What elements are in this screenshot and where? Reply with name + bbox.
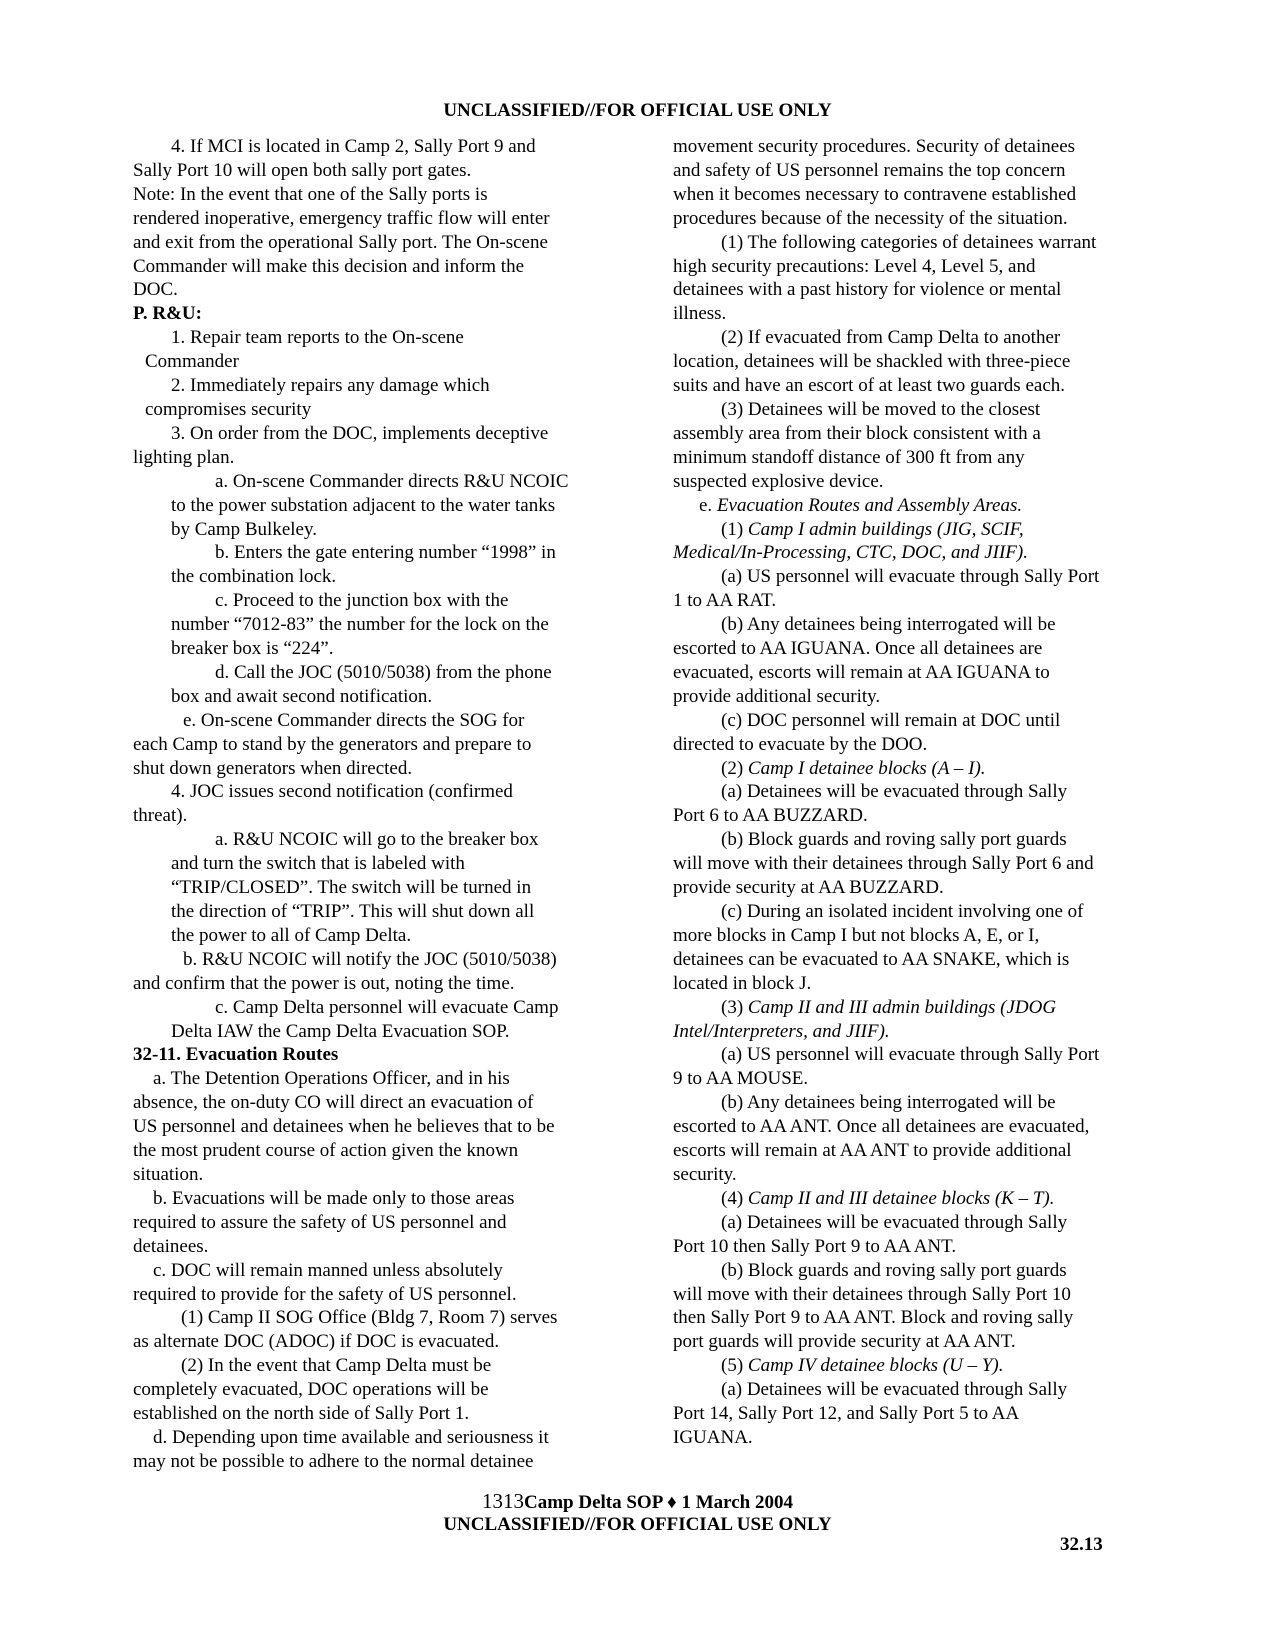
text-line: c. Camp Delta personnel will evacuate Camp	[215, 996, 559, 1018]
text-line	[673, 996, 1151, 1020]
text-line: Note: In the event that one of the Sally ports is	[133, 183, 488, 205]
text-line: high security precautions: Level 4, Level 5, and	[673, 255, 1036, 277]
text-line: number “7012-83” the number for the lock on the	[171, 614, 549, 636]
text-line: port guards will provide security at AA ANT.	[673, 1331, 1016, 1353]
list-marker: (5)	[721, 1355, 748, 1377]
text-line: Sally Port 10 will open both sally port gates.	[133, 159, 472, 181]
text-line: (a) US personnel will evacuate through Sally Port	[721, 566, 1100, 588]
subheading: Camp II and III admin buildings (JDOG	[747, 996, 1057, 1018]
text-line: Delta IAW the Camp Delta Evacuation SOP.	[171, 1020, 510, 1042]
text-line: detainees with a past history for violence or mental	[673, 279, 1062, 301]
text-line: movement security procedures. Security of detainees	[673, 136, 1076, 157]
text-line: to the power substation adjacent to the water tanks	[171, 494, 556, 516]
text-line: the most prudent course of action given the known	[133, 1140, 519, 1162]
text-line: escorts will remain at AA ANT to provide additional	[673, 1140, 1072, 1162]
text-line: procedures because of the necessity of the situation.	[673, 207, 1068, 229]
text-line: illness.	[673, 303, 727, 325]
text-line: (1) The following categories of detainees warrant	[721, 231, 1097, 253]
subheading: Camp I detainee blocks (A – I).	[747, 757, 986, 779]
subheading: Intel/Interpreters, and JIIF).	[673, 1020, 890, 1042]
diamond-icon: ♦	[667, 1492, 677, 1513]
page-number-prefix: 1313	[481, 1489, 524, 1513]
text-line: and turn the switch that is labeled with	[171, 853, 465, 875]
text-line: 4. JOC issues second notification (confirmed	[171, 781, 513, 803]
text-line: (b) Any detainees being interrogated will be	[721, 614, 1056, 636]
text-line: a. The Detention Operations Officer, and in his	[153, 1068, 510, 1090]
text-line: required to assure the safety of US personnel and	[133, 1211, 507, 1233]
text-line: directed to evacuate by the DOO.	[673, 733, 928, 755]
text-line: required to provide for the safety of US personnel.	[133, 1283, 517, 1305]
text-line: Port 6 to AA BUZZARD.	[673, 805, 868, 827]
text-line: (2) If evacuated from Camp Delta to another	[721, 327, 1061, 349]
text-line: escorted to AA IGUANA. Once all detainees are	[673, 638, 1043, 660]
right-column	[673, 135, 1151, 1450]
text-line: situation.	[133, 1163, 204, 1185]
text-line: will move with their detainees through Sally Port 6 and	[673, 853, 1094, 875]
list-marker: (2)	[721, 757, 748, 779]
text-line: then Sally Port 9 to AA ANT. Block and roving sally	[673, 1307, 1074, 1329]
text-line: located in block J.	[673, 972, 812, 994]
text-line: (a) Detainees will be evacuated through Sally	[721, 1211, 1068, 1233]
text-line: c. DOC will remain manned unless absolutely	[153, 1259, 503, 1281]
text-line: d. Call the JOC (5010/5038) from the phone	[215, 661, 552, 683]
text-line: suspected explosive device.	[673, 470, 884, 492]
text-line: Port 10 then Sally Port 9 to AA ANT.	[673, 1235, 957, 1257]
text-line	[673, 518, 1151, 542]
text-line: (2) In the event that Camp Delta must be	[181, 1355, 492, 1377]
text-line: completely evacuated, DOC operations will be	[133, 1379, 489, 1401]
text-line: box and await second notification.	[171, 685, 433, 707]
footer-title-line	[0, 1489, 1275, 1515]
text-line: by Camp Bulkeley.	[171, 518, 317, 540]
text-line: compromises security	[145, 398, 312, 420]
text-line: detainees can be evacuated to AA SNAKE, which is	[673, 948, 1070, 970]
text-line: escorted to AA ANT. Once all detainees are evacuated,	[673, 1116, 1090, 1138]
text-line: 2. Immediately repairs any damage which	[171, 375, 490, 397]
text-line: detainees.	[133, 1235, 209, 1257]
text-line: lighting plan.	[133, 446, 235, 468]
text-line: Commander will make this decision and inform the	[133, 255, 525, 277]
text-line: IGUANA.	[673, 1426, 753, 1448]
text-line: and exit from the operational Sally port. The On-scene	[133, 231, 548, 253]
text-line: 3. On order from the DOC, implements deceptive	[171, 422, 549, 444]
subheading: Medical/In-Processing, CTC, DOC, and JIIF).	[673, 542, 1028, 564]
text-line: and safety of US personnel remains the top concern	[673, 159, 1066, 181]
text-line: and confirm that the power is out, noting the time.	[133, 972, 515, 994]
left-column	[133, 135, 613, 1474]
text-line: suits and have an escort of at least two guards each.	[673, 375, 1066, 397]
text-line: each Camp to stand by the generators and prepare to	[133, 733, 532, 755]
text-line: will move with their detainees through Sally Port 10	[673, 1283, 1071, 1305]
text-line	[673, 1187, 1151, 1211]
text-line: security.	[673, 1163, 737, 1185]
text-line: as alternate DOC (ADOC) if DOC is evacuated.	[133, 1331, 500, 1353]
text-line	[673, 1354, 1151, 1378]
text-line: a. On-scene Commander directs R&U NCOIC	[215, 470, 569, 492]
text-line: 9 to AA MOUSE.	[673, 1068, 809, 1090]
subheading: Camp II and III detainee blocks (K – T).	[747, 1187, 1055, 1209]
text-line: may not be possible to adhere to the normal detainee	[133, 1450, 534, 1472]
text-line: 4. If MCI is located in Camp 2, Sally Port 9 and	[171, 136, 536, 157]
classification-footer: UNCLASSIFIED//FOR OFFICIAL USE ONLY	[443, 1514, 832, 1535]
text-line: 1 to AA RAT.	[673, 590, 777, 612]
section-page-number: 32.13	[1060, 1534, 1103, 1555]
text-line: evacuated, escorts will remain at AA IGUANA to	[673, 661, 1050, 683]
text-line: “TRIP/CLOSED”. The switch will be turned in	[171, 877, 532, 899]
text-line: a. R&U NCOIC will go to the breaker box	[215, 829, 539, 851]
list-marker: e.	[699, 494, 717, 516]
text-line: c. Proceed to the junction box with the	[215, 590, 509, 612]
text-line: the combination lock.	[171, 566, 337, 588]
text-line: b. R&U NCOIC will notify the JOC (5010/5038)	[183, 948, 557, 970]
subheading: Camp I admin buildings (JIG, SCIF,	[747, 518, 1024, 540]
text-line: the direction of “TRIP”. This will shut down all	[171, 901, 535, 922]
text-line: 1. Repair team reports to the On-scene	[171, 327, 464, 349]
text-line: when it becomes necessary to contravene established	[673, 183, 1077, 205]
text-line: (3) Detainees will be moved to the closest	[721, 398, 1041, 420]
text-line: DOC.	[133, 279, 178, 301]
text-line: threat).	[133, 805, 188, 827]
text-line: breaker box is “224”.	[171, 638, 334, 660]
list-marker: (4)	[721, 1187, 748, 1209]
text-line: (b) Block guards and roving sally port guards	[721, 829, 1067, 851]
text-line: the power to all of Camp Delta.	[171, 924, 412, 946]
text-line: b. Enters the gate entering number “1998” in	[215, 542, 556, 564]
text-line: Commander	[145, 351, 239, 373]
text-line: b. Evacuations will be made only to those areas	[153, 1187, 515, 1209]
subheading: Camp IV detainee blocks (U – Y).	[747, 1355, 1004, 1377]
text-line	[673, 494, 1151, 518]
list-marker: (1)	[721, 518, 748, 540]
text-line: (c) DOC personnel will remain at DOC until	[721, 709, 1061, 731]
text-line: (a) Detainees will be evacuated through Sally	[721, 781, 1068, 803]
text-line: (a) US personnel will evacuate through Sally Port	[721, 1044, 1100, 1066]
text-line: provide security at AA BUZZARD.	[673, 877, 944, 899]
text-line: rendered inoperative, emergency traffic flow will enter	[133, 207, 550, 229]
section-heading: P. R&U:	[133, 303, 202, 325]
text-line: (1) Camp II SOG Office (Bldg 7, Room 7) serves	[181, 1307, 558, 1329]
text-line: Port 14, Sally Port 12, and Sally Port 5 to AA	[673, 1403, 1020, 1425]
text-line: (a) Detainees will be evacuated through Sally	[721, 1379, 1068, 1401]
text-line: (c) During an isolated incident involving one of	[721, 901, 1084, 922]
text-line: minimum standoff distance of 300 ft from any	[673, 446, 1025, 468]
text-line: d. Depending upon time available and seriousness it	[153, 1426, 549, 1448]
text-line: more blocks in Camp I but not blocks A, E, or I,	[673, 924, 1040, 946]
text-line: (b) Any detainees being interrogated will be	[721, 1092, 1056, 1114]
subheading: Evacuation Routes and Assembly Areas.	[716, 494, 1023, 516]
text-line	[673, 757, 1151, 781]
text-line: US personnel and detainees when he believes that to be	[133, 1116, 555, 1138]
footer-title: Camp Delta SOP	[523, 1492, 663, 1513]
text-line: absence, the on-duty CO will direct an evacuation of	[133, 1092, 534, 1114]
text-line: location, detainees will be shackled with three-piece	[673, 351, 1071, 373]
section-heading: 32-11. Evacuation Routes	[133, 1044, 339, 1066]
classification-header: UNCLASSIFIED//FOR OFFICIAL USE ONLY	[443, 100, 832, 121]
text-line: e. On-scene Commander directs the SOG for	[183, 709, 525, 731]
text-line: established on the north side of Sally Port 1.	[133, 1403, 470, 1425]
list-marker: (3)	[721, 996, 748, 1018]
text-line: assembly area from their block consistent with a	[673, 422, 1041, 444]
text-line: provide additional security.	[673, 685, 881, 707]
text-line: (b) Block guards and roving sally port guards	[721, 1259, 1067, 1281]
text-line: shut down generators when directed.	[133, 757, 413, 779]
footer-date: 1 March 2004	[681, 1492, 793, 1513]
